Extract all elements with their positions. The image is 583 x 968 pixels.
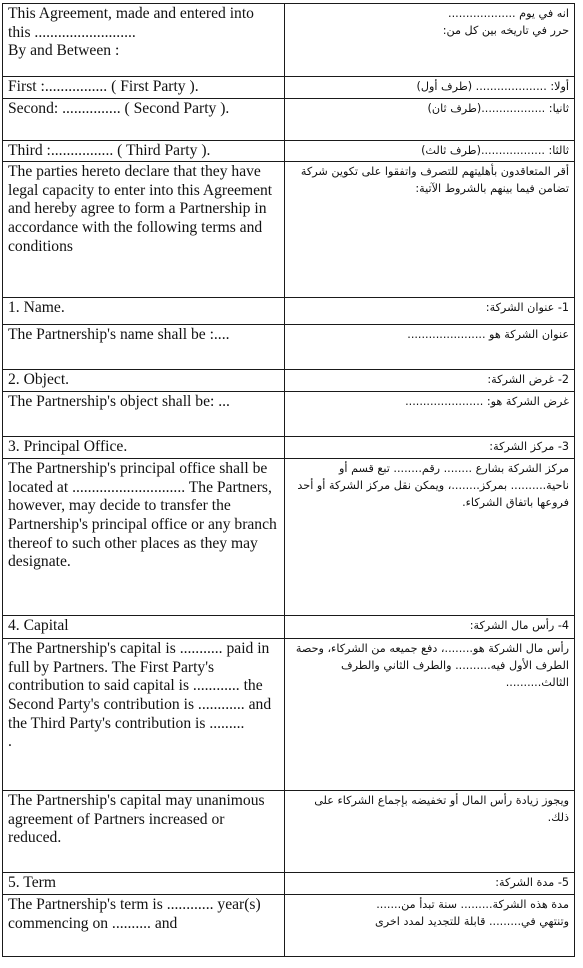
table-row	[3, 459, 575, 616]
english-cell: The Partnership's capital is ........... paid in full by Partners. The First Party's contribution to said capital is ............ the Second Party's contribution is ............ and the Third Party's contribution is ......... .	[3, 639, 285, 791]
table-row	[3, 873, 575, 895]
table-row	[3, 616, 575, 639]
english-cell: 3. Principal Office.	[3, 437, 285, 459]
english-cell: Third :................ ( Third Party ).	[3, 140, 285, 162]
table-row	[3, 325, 575, 370]
english-cell: The Partnership's term is ............ year(s) commencing on .......... and	[3, 895, 285, 957]
english-cell: 5. Term	[3, 873, 285, 895]
arabic-cell: ثالثا: ..................(طرف ثالث)	[285, 140, 575, 162]
english-cell: The Partnership's capital may unanimous agreement of Partners increased or reduced.	[3, 791, 285, 873]
english-cell: The Partnership's name shall be :....	[3, 325, 285, 370]
arabic-cell: انه في يوم ................... حرر في تاريخه بين كل من:	[285, 4, 575, 77]
arabic-cell: 4- رأس مال الشركة:	[285, 616, 575, 639]
arabic-cell: 2- غرض الشركة:	[285, 370, 575, 392]
arabic-cell: مركز الشركة بشارع ........ رقم........ تبع قسم أو ناحية.......... بمركز........، ويمكن نقل مركز الشركة أو أحد فروعها باتفاق الشركاء.	[285, 459, 575, 616]
table-row	[3, 4, 575, 77]
english-cell: The Partnership's principal office shall be located at ............................. The Partners, however, may decide to transfer the Partnership's principal office or any branch thereof to such other places as they may designate.	[3, 459, 285, 616]
english-cell: The parties hereto declare that they have legal capacity to enter into this Agreement and hereby agree to form a Partnership in accordance with the following terms and conditions	[3, 162, 285, 298]
table-row	[3, 162, 575, 298]
english-cell: 1. Name.	[3, 298, 285, 325]
table-row	[3, 370, 575, 392]
arabic-cell: غرض الشركة هو: ......................	[285, 392, 575, 437]
table-row	[3, 639, 575, 791]
table-row	[3, 437, 575, 459]
table-row	[3, 392, 575, 437]
arabic-cell: رأس مال الشركة هو........، دفع جميعه من الشركاء، وحصة الطرف الأول فيه.......... والطرف الثاني والطرف الثالث..........	[285, 639, 575, 791]
arabic-cell: ويجوز زيادة رأس المال أو تخفيضه بإجماع الشركاء على ذلك.	[285, 791, 575, 873]
english-cell: Second: ............... ( Second Party ).	[3, 98, 285, 140]
arabic-cell: ثانيا: ..................(طرف ثان)	[285, 98, 575, 140]
arabic-cell: أولا: .................... (طرف أول)	[285, 77, 575, 99]
english-cell: 2. Object.	[3, 370, 285, 392]
arabic-cell: مدة هذه الشركة......... سنة تبدأ من....... وتنتهي في......... قابلة للتجديد لمدد اخرى	[285, 895, 575, 957]
arabic-cell: 3- مركز الشركة:	[285, 437, 575, 459]
table-row	[3, 791, 575, 873]
table-row	[3, 98, 575, 140]
english-cell: This Agreement, made and entered into this .......................... By and Between :	[3, 4, 285, 77]
table-row	[3, 140, 575, 162]
table-row	[3, 298, 575, 325]
agreement-table	[2, 3, 575, 957]
arabic-cell: عنوان الشركة هو ......................	[285, 325, 575, 370]
arabic-cell: أقر المتعاقدون بأهليتهم للتصرف واتفقوا على تكوين شركة تضامن فيما بينهم بالشروط الآتية:	[285, 162, 575, 298]
table-row	[3, 895, 575, 957]
table-row	[3, 77, 575, 99]
english-cell: The Partnership's object shall be: ...	[3, 392, 285, 437]
arabic-cell: 5- مدة الشركة:	[285, 873, 575, 895]
english-cell: First :................ ( First Party ).	[3, 77, 285, 99]
english-cell: 4. Capital	[3, 616, 285, 639]
arabic-cell: 1- عنوان الشركة:	[285, 298, 575, 325]
